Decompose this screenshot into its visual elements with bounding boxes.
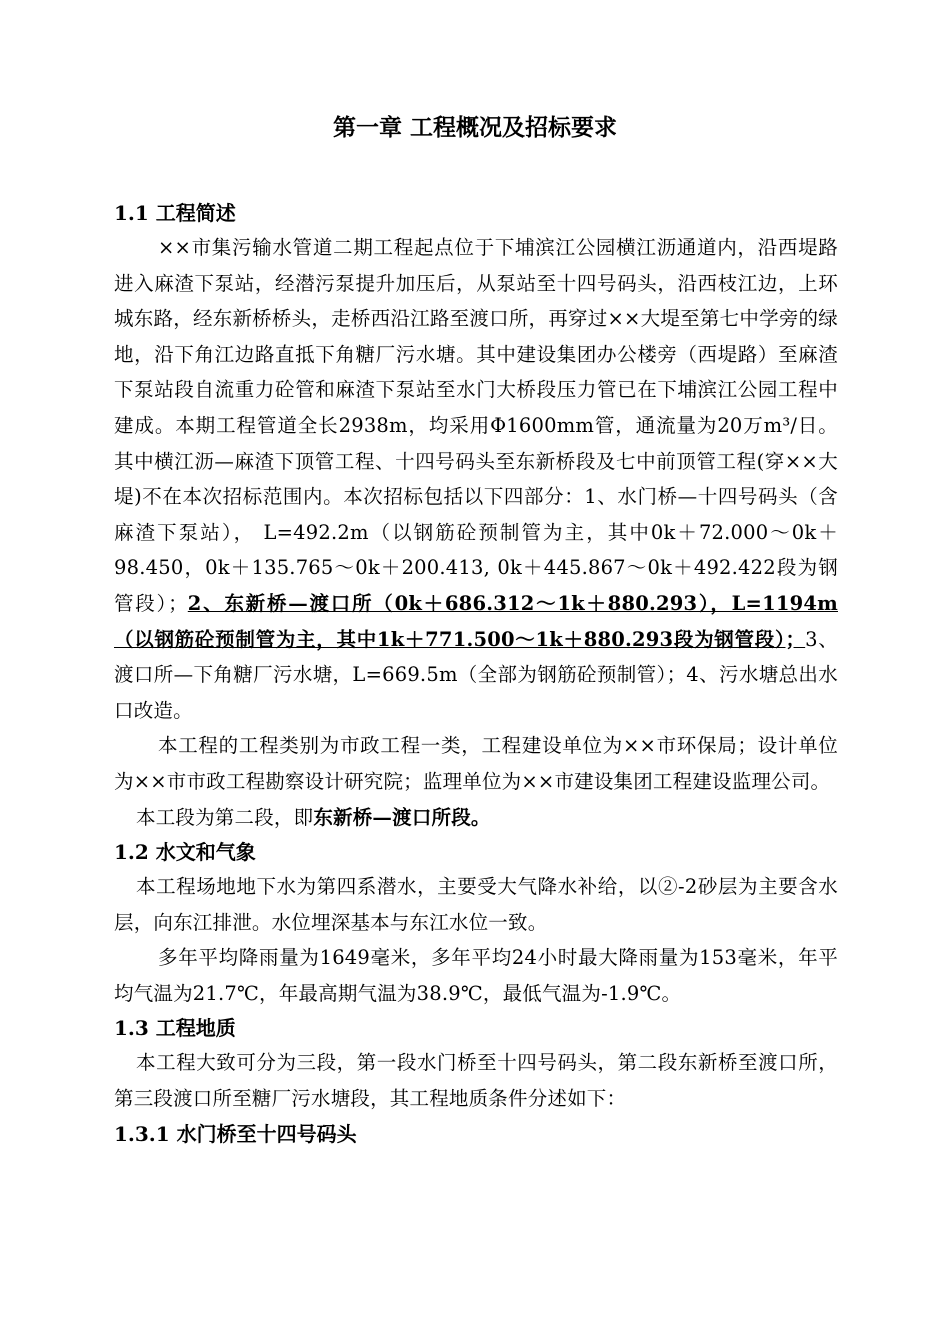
- bold-emphasis: 东新桥—渡口所段。: [313, 805, 491, 829]
- section-1-3-paragraph-1: 本工程大致可分为三段，第一段水门桥至十四号码头，第二段东新桥至渡口所，第三段渡口所至糖厂污水塘段，其工程地质条件分述如下：: [114, 1051, 838, 1111]
- section-1-1-paragraph-2: 本工程的工程类别为市政工程一类，工程建设单位为××市环保局；设计单位为××市市政工程勘察设计研究院；监理单位为××市建设集团工程建设监理公司。: [114, 734, 838, 793]
- subsection-heading-1-3-1: 1.3.1 水门桥至十四号码头: [114, 1121, 357, 1146]
- paragraph-text: 本工段为第二段，即: [136, 805, 314, 829]
- section-1-2-paragraph-2: 多年平均降雨量为1649毫米，多年平均24小时最大降雨量为153毫米，年平均气温为21.7℃，年最高期气温为38.9℃，最低气温为-1.9℃。: [114, 946, 838, 1005]
- chapter-title: 第一章 工程概况及招标要求: [332, 114, 617, 141]
- paragraph-text: ××市集污输水管道二期工程起点位于下埔滨江公园横江沥通道内，沿西堤路进入麻渣下泵站，经潜污泵提升加压后，从泵站至十四号码头，沿西枝江边，上环城东路，经东新桥桥头，走桥西沿江路至渡口所，再穿过××大堤至第七中学旁的绿地，沿下角江边路直抵下角糖厂污水塘。其中建设集团办公楼旁（西堤路）至麻渣下泵站段自流重力砼管和麻渣下泵站至水门大桥段压力管已在下埔滨江公园工程中建成。本期工程管道全长2938m，均采用Φ1600mm管，通流量为20万m³/日。其中横江沥—麻渣下顶管工程、十四号码头至东新桥段及七中前顶管工程(穿××大堤)不在本次招标范围内。本次招标包括以下四部分：1、水门桥—十四号码头（含麻渣下泵站）， L=492.2m（以钢筋砼预制管为主，其中0k＋72.000～0k＋98.450，0k＋135.765～0k＋200.413, 0k＋445.867～0k＋492.422段为钢管段）；: [114, 236, 838, 615]
- document-body: [114, 196, 838, 1151]
- section-1-1-paragraph-1: [114, 230, 838, 728]
- section-heading-1-3: 1.3 工程地质: [114, 1016, 236, 1041]
- section-heading-1-2: 1.2 水文和气象: [114, 840, 256, 865]
- section-1-2-paragraph-1: 本工程场地地下水为第四系潜水，主要受大气降水补给，以②-2砂层为主要含水层，向东江排泄。水位埋深基本与东江水位一致。: [114, 875, 838, 934]
- paragraph-text: 3、渡口所—下角糖厂污水塘，L=669.5m（全部为钢筋砼预制管）；4、污水塘总出水口改造。: [114, 627, 838, 722]
- section-1-1-paragraph-3: [114, 800, 838, 836]
- section-heading-1-1: 1.1 工程简述: [114, 201, 236, 225]
- underlined-emphasis: 2、东新桥—渡口所（0k＋686.312～1k＋880.293），L=1194m（以钢筋砼预制管为主，其中1k＋771.500～1k＋880.293段为钢管段）；: [114, 591, 838, 651]
